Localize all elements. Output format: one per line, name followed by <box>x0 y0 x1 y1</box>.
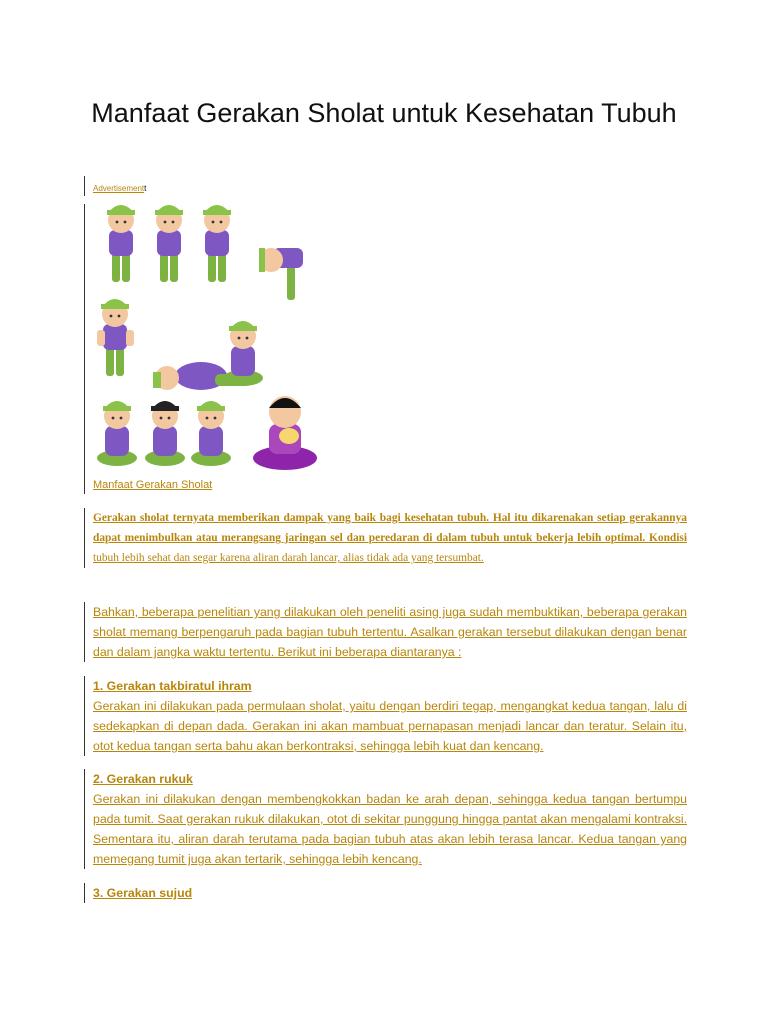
prayer-illustration-block <box>84 204 687 494</box>
prayer-illustration <box>93 204 333 476</box>
intro-normal-text[interactable]: tubuh lebih sehat dan segar karena aliran darah lancar, alias tidak ada yang tersumbat. <box>93 552 484 564</box>
section-body[interactable]: Gerakan ini dilakukan pada permulaan sholat, yaitu dengan berdiri tegap, mengangkat kedua tangan, lalu di sedekapkan di depan dada. Gerakan ini akan mambuat pernapasan menjadi lancar dan teratur. Selain itu, otot kedua tangan serta bahu akan berkontraksi, sehingga lebih kuat dan kencang. <box>93 699 687 753</box>
page-title: Manfaat Gerakan Sholat untuk Kesehatan Tubuh <box>91 98 677 128</box>
figure-standing-3 <box>203 205 231 282</box>
advertisement-suffix: t <box>144 184 147 193</box>
figure-duduk <box>223 321 263 386</box>
section-takbiratul-ihram <box>84 676 687 756</box>
figure-tahiyat-1 <box>97 401 137 466</box>
section-body[interactable]: Gerakan ini dilakukan dengan membengkokkan badan ke arah depan, sehingga kedua tangan bertumpu pada tumit. Saat gerakan rukuk dilakukan, otot di sekitar punggung hingga pantat akan mengalami kontraksi. Sementara itu, aliran darah terutama pada bagian tubuh atas akan lebih terasa lancar. Kedua tangan yang memegang tumit juga akan tertarik, sehingga lebih kencang. <box>93 792 687 866</box>
figure-salam <box>191 401 231 466</box>
figure-standing-1 <box>107 205 135 282</box>
section-heading[interactable]: 1. Gerakan takbiratul ihram <box>93 679 252 693</box>
section-heading[interactable]: 3. Gerakan sujud <box>93 886 193 900</box>
figure-takbir <box>101 299 129 376</box>
section-sujud <box>84 883 687 903</box>
advertisement-block <box>84 176 687 196</box>
intro-paragraph <box>84 508 687 568</box>
intro-bold-text[interactable]: Gerakan sholat ternyata memberikan dampak yang baik bagi kesehatan tubuh. Hal itu dikarenakan setiap gerakannya dapat menimbulkan atau merangsang jaringan sel dan peredaran di dalam tubuh untuk bekerja lebih optimal. Kondisi <box>93 512 687 544</box>
section-rukuk <box>84 769 687 869</box>
figure-boy-sitting <box>253 396 317 470</box>
figure-tahiyat-2 <box>145 401 185 466</box>
section-heading[interactable]: 2. Gerakan rukuk <box>93 772 193 786</box>
research-paragraph[interactable]: Bahkan, beberapa penelitian yang dilakukan oleh peneliti asing juga sudah membuktikan, beberapa gerakan sholat memang berpengaruh pada bagian tubuh tertentu. Asalkan gerakan tersebut dilakukan dengan benar dan dalam jangka waktu tertentu. Berikut ini beberapa diantaranya : <box>84 602 687 662</box>
figure-standing-2 <box>155 205 183 282</box>
image-caption[interactable]: Manfaat Gerakan Sholat <box>93 479 213 491</box>
figure-rukuk <box>259 248 303 300</box>
advertisement-link[interactable]: Advertisement <box>93 184 145 193</box>
